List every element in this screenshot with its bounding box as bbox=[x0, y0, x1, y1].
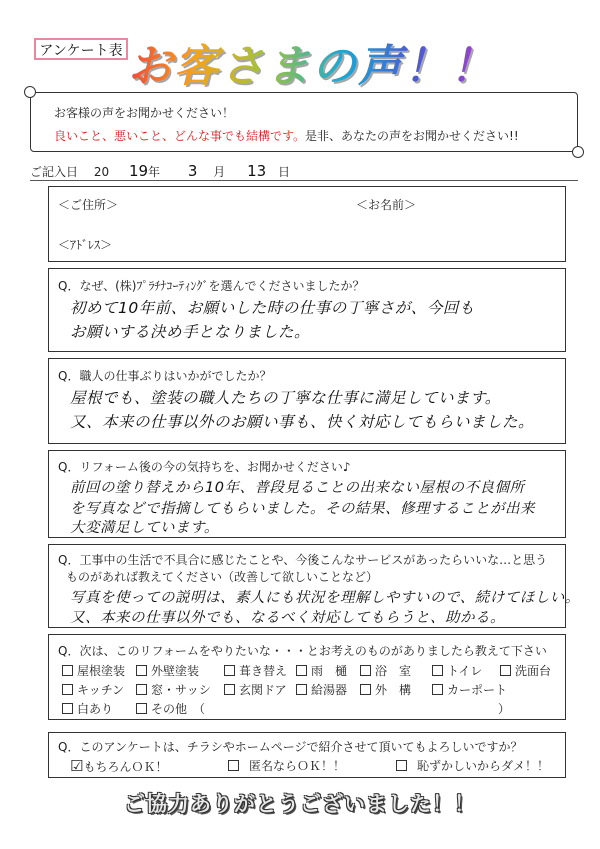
q4-question-2: ものがあれば教えてください（改善して欲しいことなど） bbox=[66, 570, 379, 584]
option-label: 玄関ドア bbox=[239, 683, 287, 697]
option-label: もちろんＯＫ！ bbox=[83, 760, 168, 774]
q4-answer-2: 又、本来の仕事以外でも、なるべく対応してもらうと、助かる。 bbox=[70, 610, 505, 626]
checkbox[interactable] bbox=[360, 665, 371, 676]
option-gaikou[interactable] bbox=[360, 681, 411, 698]
year-value: 19 bbox=[128, 162, 149, 180]
name-label: ＜お名前＞ bbox=[356, 198, 417, 212]
checkbox[interactable] bbox=[136, 684, 147, 695]
intro-line-1: お客様の声をお聞かせください！ bbox=[54, 106, 235, 120]
option-toilet[interactable] bbox=[432, 662, 482, 679]
q2-answer-2: 又、本来の仕事以外のお願い事も、快く対応してもらいました。 bbox=[70, 413, 535, 431]
q6-option-anonymous[interactable] bbox=[228, 757, 345, 774]
q6-question: Q．このアンケートは、チラシやホームページで紹介させて頂いてもよろしいですか？ bbox=[58, 740, 523, 754]
banner-title: お客さまの声！！ bbox=[128, 30, 496, 94]
date-label: ご記入日 bbox=[30, 165, 79, 179]
option-gaiheki-tosou[interactable] bbox=[136, 662, 199, 679]
option-label: 外壁塗装 bbox=[151, 664, 200, 678]
option-senmendai[interactable] bbox=[500, 662, 551, 679]
checkbox[interactable] bbox=[62, 665, 73, 676]
q6-option-ok[interactable] bbox=[70, 757, 167, 775]
option-fukikae[interactable] bbox=[224, 662, 287, 679]
q4-question-1: Q．工事中の生活で不具合に感じたことや、今後こんなサービスがあったらいいな…と思う bbox=[58, 553, 548, 567]
option-label: キッチン bbox=[77, 683, 125, 697]
option-label: トイレ bbox=[447, 664, 483, 678]
checkbox[interactable] bbox=[296, 665, 307, 676]
intro-line-2 bbox=[54, 127, 519, 144]
day-value: 13 bbox=[247, 162, 267, 180]
option-label: カーポート bbox=[447, 683, 508, 697]
year-unit: 年 bbox=[148, 165, 161, 179]
checkbox[interactable] bbox=[62, 703, 73, 714]
q1-question: Q．なぜ、(株)ﾌﾟﾗﾁﾅｺｰﾃｨﾝｸﾞを選んでくださいましたか？ bbox=[58, 279, 365, 293]
option-label: 恥ずかしいからダメ！！ bbox=[417, 759, 550, 773]
option-label: 外 構 bbox=[375, 683, 412, 697]
email-label: ＜ｱﾄﾞﾚｽ＞ bbox=[58, 238, 113, 252]
q1-answer-2: お願いする決め手となりました。 bbox=[70, 323, 311, 341]
q5-question: Q．次は、このリフォームをやりたいな・・・とお考えのものがありましたら教えて下さい bbox=[58, 644, 547, 658]
address-label: ＜ご住所＞ bbox=[58, 198, 119, 212]
option-mado-sash[interactable] bbox=[136, 681, 211, 698]
option-carport[interactable] bbox=[432, 681, 507, 698]
option-sonota[interactable] bbox=[136, 700, 205, 717]
option-label: 窓・サッシ bbox=[151, 683, 211, 697]
checkbox[interactable] bbox=[296, 684, 307, 695]
day-unit: 日 bbox=[278, 165, 291, 179]
option-label: 雨 樋 bbox=[311, 664, 348, 678]
q1-answer-1: 初めて10年前、お願いした時の仕事の丁寧さが、今回も bbox=[70, 299, 475, 317]
option-label: 給湯器 bbox=[311, 683, 348, 697]
option-label: 浴 室 bbox=[375, 664, 412, 678]
option-amadoi[interactable] bbox=[296, 662, 347, 679]
thanks-footer: ご協力ありがとうございました！！ bbox=[124, 792, 476, 816]
date-row bbox=[30, 162, 290, 180]
checkbox[interactable] bbox=[500, 665, 511, 676]
q3-answer-2: を写真などで指摘してもらいました。その結果、修理することが出来 bbox=[70, 501, 535, 517]
option-yokushitsu[interactable] bbox=[360, 662, 411, 679]
intro-line-2-red: 良いこと、悪いこと、どんな事でも結構です。 bbox=[54, 129, 306, 143]
option-kyutouki[interactable] bbox=[296, 681, 347, 698]
option-label: 匿名ならＯＫ！！ bbox=[249, 759, 346, 773]
checkbox[interactable] bbox=[396, 760, 407, 771]
q2-question: Q．職人の仕事ぶりはいかがでしたか？ bbox=[58, 369, 272, 383]
option-label: 白あり bbox=[77, 702, 114, 716]
month-unit: 月 bbox=[213, 165, 226, 179]
checkbox[interactable] bbox=[62, 684, 73, 695]
checkbox[interactable] bbox=[224, 684, 235, 695]
option-label: その他 （ bbox=[151, 702, 206, 716]
sonota-close-paren: ） bbox=[498, 702, 511, 716]
checkbox[interactable] bbox=[136, 665, 147, 676]
month-value: 3 bbox=[187, 162, 198, 180]
option-label: 屋根塗装 bbox=[77, 664, 126, 678]
option-kitchen[interactable] bbox=[62, 681, 124, 698]
checkbox[interactable] bbox=[224, 665, 235, 676]
year-prefix: 20 bbox=[93, 165, 110, 179]
option-label: 洗面台 bbox=[515, 664, 552, 678]
checkbox[interactable] bbox=[432, 684, 443, 695]
intro-line-2-rest: 是非、あなたの声をお聞かせください!! bbox=[305, 129, 519, 143]
q3-answer-1: 前回の塗り替えから10年、普段見ることの出来ない屋根の不良個所 bbox=[70, 480, 525, 496]
info-box bbox=[48, 186, 566, 262]
checkbox[interactable] bbox=[360, 684, 371, 695]
q3-answer-3: 大変満足しています。 bbox=[70, 520, 219, 536]
survey-tag: アンケート表 bbox=[34, 38, 128, 60]
q3-question: Q．リフォーム後の今の気持ちを、お聞かせください♪ bbox=[58, 460, 351, 474]
option-genkan-door[interactable] bbox=[224, 681, 287, 698]
option-label: 葺き替え bbox=[239, 664, 288, 678]
date-underline bbox=[30, 180, 578, 181]
q4-answer-1: 写真を使っての説明は、素人にも状況を理解しやすいので、続けてほしい。 bbox=[70, 590, 580, 606]
option-yane-tosou[interactable] bbox=[62, 662, 125, 679]
q2-answer-1: 屋根でも、塗装の職人たちの丁寧な仕事に満足しています。 bbox=[70, 389, 501, 407]
q6-option-no[interactable] bbox=[396, 757, 549, 774]
checkbox[interactable] bbox=[228, 760, 239, 771]
checkbox[interactable] bbox=[136, 703, 147, 714]
checkbox[interactable] bbox=[432, 665, 443, 676]
checkmark-icon: ☑ bbox=[70, 757, 84, 775]
option-shiroari[interactable] bbox=[62, 700, 113, 717]
